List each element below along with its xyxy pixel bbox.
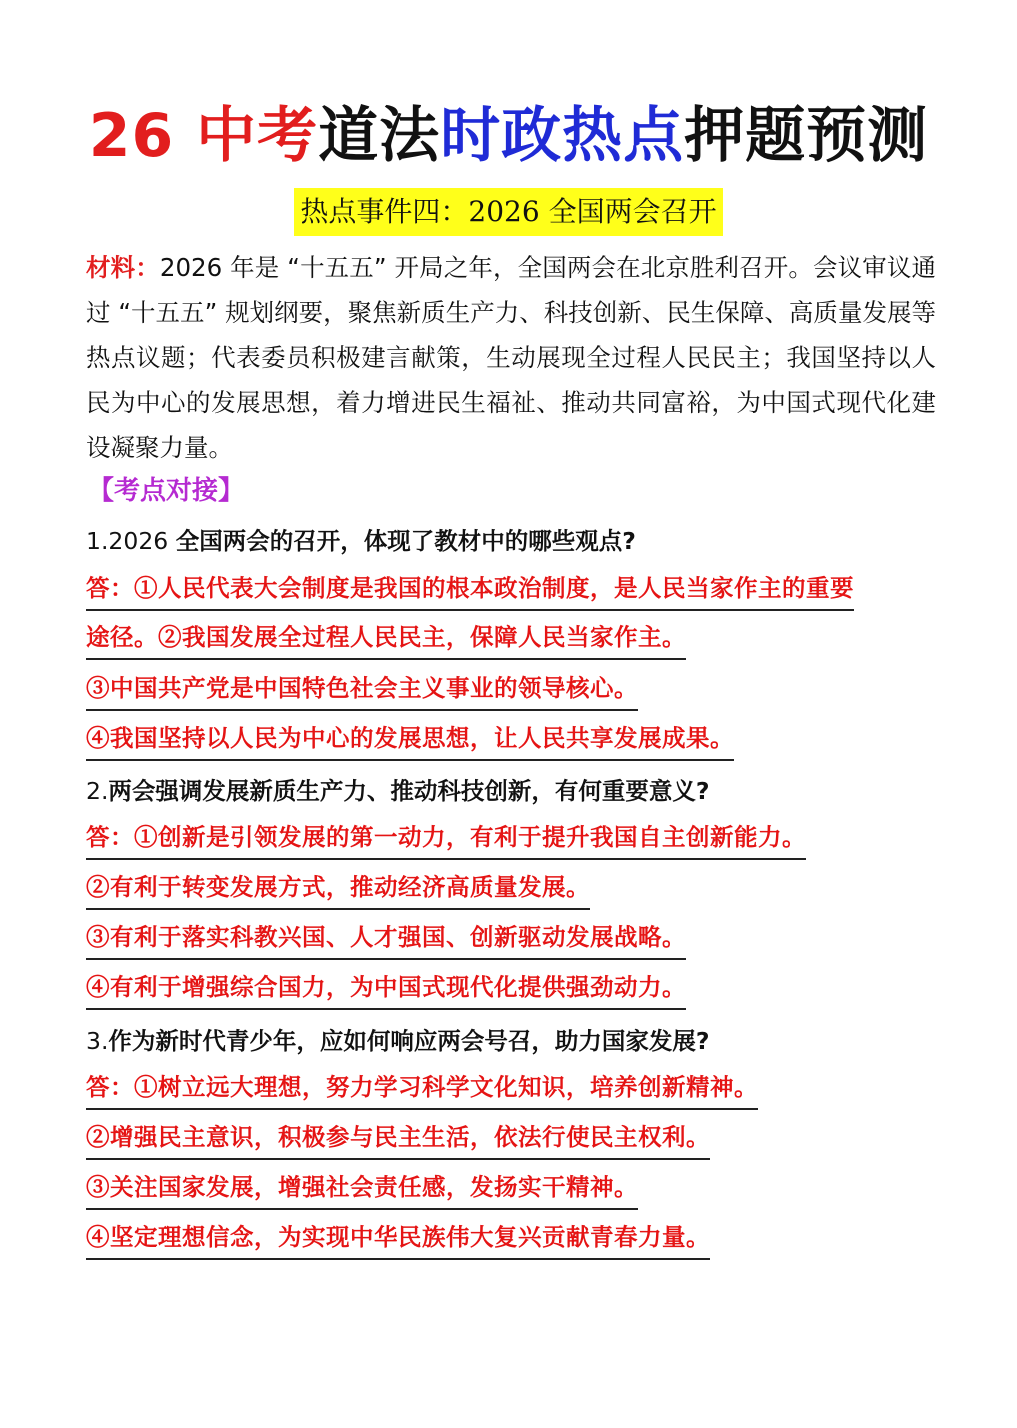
title-part-subject: 道法 bbox=[318, 101, 441, 171]
question-3 bbox=[86, 1021, 710, 1061]
question-text: 两会强调发展新质生产力、推动科技创新，有何重要意义? bbox=[108, 777, 710, 805]
answer-line: 途径。②我国发展全过程人民民主，保障人民当家作主。 bbox=[86, 617, 686, 660]
question-text: 全国两会的召开，体现了教材中的哪些观点? bbox=[175, 527, 636, 555]
answer-line: ④有利于增强综合国力，为中国式现代化提供强劲动力。 bbox=[86, 967, 686, 1010]
question-number: 2. bbox=[86, 777, 109, 805]
title-part-hotspot: 时政热点 bbox=[440, 101, 685, 171]
answer-line: ③中国共产党是中国特色社会主义事业的领导核心。 bbox=[86, 668, 638, 711]
page-title bbox=[0, 100, 1017, 172]
answer-line: ④坚定理想信念，为实现中华民族伟大复兴贡献青春力量。 bbox=[86, 1217, 710, 1260]
title-part-exam: 26 中考 bbox=[88, 101, 319, 171]
event-subtitle: 热点事件四：2026 全国两会召开 bbox=[294, 188, 722, 236]
question-2 bbox=[86, 771, 710, 811]
answer-line: ②有利于转变发展方式，推动经济高质量发展。 bbox=[86, 867, 590, 910]
answer-line: 答：①人民代表大会制度是我国的根本政治制度，是人民当家作主的重要 bbox=[86, 568, 854, 611]
question-text: 作为新时代青少年，应如何响应两会号召，助力国家发展? bbox=[108, 1027, 710, 1055]
section-heading: 【考点对接】 bbox=[88, 476, 245, 506]
question-number: 1.2026 bbox=[86, 527, 176, 555]
question-1 bbox=[86, 521, 636, 561]
answer-line: 答：①创新是引领发展的第一动力，有利于提升我国自主创新能力。 bbox=[86, 817, 806, 860]
answer-line: ④我国坚持以人民为中心的发展思想，让人民共享发展成果。 bbox=[86, 718, 734, 761]
material-label: 材料： bbox=[86, 253, 160, 282]
answer-line: ③有利于落实科教兴国、人才强国、创新驱动发展战略。 bbox=[86, 917, 686, 960]
answer-line: 答：①树立远大理想，努力学习科学文化知识，培养创新精神。 bbox=[86, 1067, 758, 1110]
answer-line: ③关注国家发展，增强社会责任感，发扬实干精神。 bbox=[86, 1167, 638, 1210]
material-paragraph bbox=[86, 245, 936, 470]
subtitle-wrapper bbox=[0, 188, 1017, 236]
question-number: 3. bbox=[86, 1027, 109, 1055]
material-text: 2026 年是 “十五五” 开局之年，全国两会在北京胜利召开。会议审议通过 “十五五” 规划纲要，聚焦新质生产力、科技创新、民生保障、高质量发展等热点议题；代表委员积极建言献策，生动展现全过程人民民主；我国坚持以人民为中心的发展思想，着力增进民生福祉、推动共同富裕，为中国式现代化建设凝聚力量。 bbox=[86, 253, 936, 462]
answer-line: ②增强民主意识，积极参与民主生活，依法行使民主权利。 bbox=[86, 1117, 710, 1160]
title-part-prediction: 押题预测 bbox=[684, 101, 929, 171]
